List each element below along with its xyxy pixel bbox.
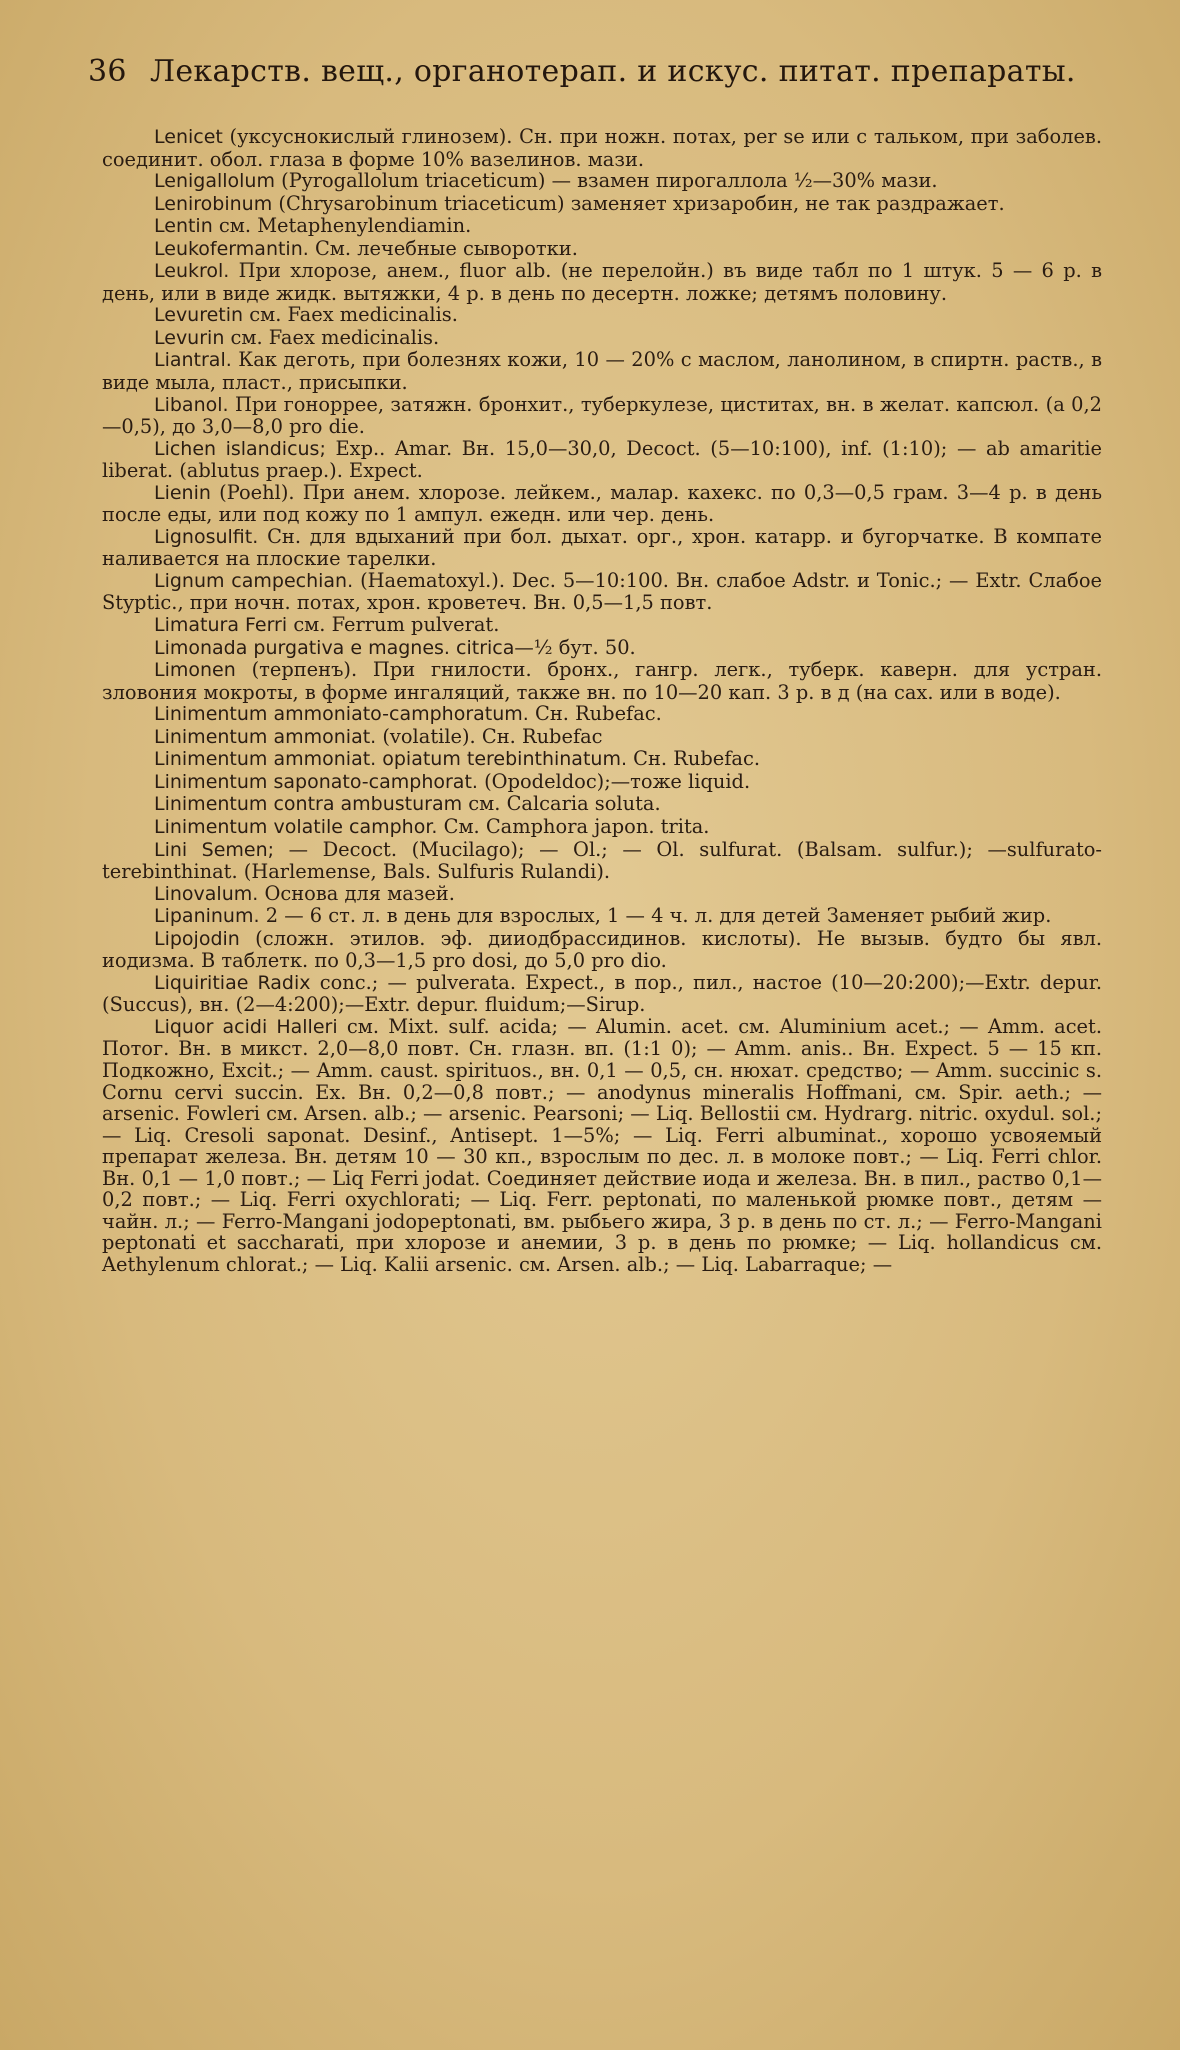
entry (102, 349, 1102, 393)
entry-text: 2 — 6 ст. л. в день для взрослых, 1 — 4 ч. л. для детей Заменяет рыбий жир. (259, 904, 1052, 928)
entry-text: см. Calcaria soluta. (462, 792, 661, 816)
entry-text: —½ бут. 50. (514, 635, 636, 659)
entry (102, 972, 1102, 1016)
entry-text: Сн. Rubefac. (528, 702, 662, 726)
entry (102, 793, 1102, 816)
entry-term: Lignum campechian. (154, 569, 354, 592)
entry (102, 637, 1102, 660)
entry-text: (Poehl). При анем. хлорозе. лейкем., малар. кахекс. по 0,3—0,5 грам. 3—4 р. в день после еды, или под кожу по 1 ампул. ежедн. или чер. день. (102, 480, 1102, 527)
entry-text: Как деготь, при болезнях кожи, 10 — 20% с маслом, ланолином, в спиртн. раств., в виде мыла, пласт., присыпки. (102, 348, 1102, 395)
entry (102, 771, 1102, 794)
entry (102, 126, 1102, 170)
entry-term: Lipaninum. (154, 905, 260, 928)
entry-list (102, 126, 1102, 1275)
entry-text: Основа для мазей. (258, 881, 455, 905)
entry-text: См. лечебные сыворотки. (308, 236, 578, 260)
entry-text: См. Camphora japon. trita. (437, 814, 710, 838)
entry-term: Lignosulfit. (154, 525, 259, 548)
entry-text: Сн. Rubefac. (627, 747, 760, 771)
entry-term: Lipojodin (154, 927, 240, 950)
entry-term: Levuretin (154, 304, 244, 327)
entry-term: Leukofermantin. (154, 237, 309, 260)
entry-term: Levurin (154, 326, 225, 349)
entry-text: (Opodeldoc);—тоже liquid. (477, 769, 751, 793)
entry-term: Limatura Ferri (154, 614, 288, 637)
entry (102, 748, 1102, 771)
entry-term: Liantral. (154, 349, 232, 372)
entry-term: Libanol. (154, 393, 229, 416)
page-number: 36 (88, 54, 127, 89)
entry-text: см. Mixt. sulf. acida; — Alumin. acet. см. Aluminium acet.; — Amm. acet. Потог. Вн. в микст. 2,0—8,0 повт. Сн. глазн. вп. (1:1 0); — Amm. anis.. Вн. Expect. 5 — 15 кп. Подкожно, Excit.; — Amm. caust. spirituos., вн. 0,1 — 0,5, сн. нюхат. средство; — Amm. succinic s. Cornu cervi succin. Ex. Вн. 0,2—0,8 повт.; — anodynus mineralis Hoffmani, см. Spir. aeth.; — arsenic. Fowleri см. Arsen. alb.; — arsenic. Pearsoni; — Liq. Bellostii см. Hydrarg. nitric. oxydul. sol.; — Liq. Cresoli saponat. Desinf., Antisept. 1—5%; — Liq. Ferri albuminat., хорошо усвояемый препарат железа. Вн. детям 10 — 30 кп., взрослым по дес. л. в молоке повт.; — Liq. Ferri chlor. Вн. 0,1 — 1,0 повт.; — Liq Ferri jodat. Соединяет действие иода и железа. Вн. в пил., раство 0,1—0,2 повт.; — Liq. Ferri oxychlorati; — Liq. Ferr. peptonati, по маленькой рюмке повт., детям — чайн. л.; — Ferro-Mangani jodopeptonati, вм. рыбьего жира, 3 р. в день по ст. л.; — Ferro-Mangani peptonati et saccharati, при хлорозе и анемии, 3 р. в день по рюмке; — Liq. hollandicus см. Aethylenum chlorat.; — Liq. Kalii arsenic. см. Arsen. alb.; — Liq. Labarraque; — (102, 1014, 1102, 1276)
entry-text: (Chrysarobinum triaceticum) заменяет хризаробин, не так раздражает. (272, 191, 1005, 215)
entry-text: (терпенъ). При гнилости. бронх., гангр. легк., туберк. каверн. для устран. зловония мокроты, в форме ингаляций, также вн. по 10—20 кап. 3 р. в д (на сах. или в воде). (102, 658, 1102, 704)
entry (102, 394, 1102, 438)
entry-term: Leukrol. (154, 260, 230, 283)
entry (102, 327, 1102, 350)
entry-text: (Haematoxyl.). Dec. 5—10:100. Вн. слабое Adstr. и Tonic.; — Extr. Слабое Styptic., при ночн. потах, хрон. кроветеч. Вн. 0,5—1,5 повт. (102, 568, 1102, 615)
entry-term: Liquor acidi Halleri (154, 1015, 338, 1038)
entry (102, 438, 1102, 482)
entry (102, 816, 1102, 839)
entry-term: Linovalum. (154, 882, 259, 905)
running-title: Лекарств. вещ., органотерап. и искус. питат. препараты. (150, 54, 1076, 89)
entry-term: Limonada purgativa e magnes. citrica (154, 636, 515, 659)
entry-term: Lienin (154, 481, 211, 504)
entry (102, 304, 1102, 327)
entry-term: Liquiritiae Radix (154, 971, 311, 994)
entry (102, 1016, 1102, 1276)
entry-text: (volatile). Сн. Rubefac (376, 724, 603, 748)
entry-term: Lenirobinum (154, 192, 273, 215)
entry-term: Lini Semen; (154, 838, 275, 861)
entry-text: см. Faex medicinalis. (224, 325, 440, 349)
entry-text: — Decoct. (Mucilago); — Ol.; — Ol. sulfurat. (Balsam. sulfur.); —sulfurato-terebinthinat. (Harlemense, Bals. Sulfuris Rulandi). (102, 837, 1102, 884)
entry (102, 193, 1102, 216)
entry (102, 883, 1102, 906)
entry-term: Limonen (154, 659, 236, 682)
entry-text: conc.; — pulverata. Expect., в пор., пил., настое (10—20:200);—Extr. depur. (Succus), вн. (2—4:200);—Extr. depur. fluidum;—Sirup. (102, 970, 1102, 1017)
entry (102, 614, 1102, 637)
entry (102, 260, 1102, 304)
entry (102, 839, 1102, 883)
entry (102, 659, 1102, 703)
entry-text: см. Faex medicinalis. (243, 303, 458, 327)
entry-text: При хлорозе, анем., fluor alb. (не перелойн.) въ виде табл по 1 штук. 5 — 6 р. в день, или в виде жидк. вытяжки, 4 р. в день по десертн. ложке; детямъ половину. (102, 259, 1102, 305)
entry (102, 215, 1102, 238)
entry-text: см. Ferrum pulverat. (287, 613, 500, 637)
entry-text: см. Metaphenylendiamin. (212, 214, 472, 238)
entry (102, 726, 1102, 749)
entry-text: Exp.. Amar. Вн. 15,0—30,0, Decoct. (5—10:100), inf. (1:10); — ab amaritie liberat. (ablutus praep.). Expect. (102, 436, 1102, 483)
entry (102, 526, 1102, 570)
entry (102, 703, 1102, 726)
entry-text: (сложн. этилов. эф. дииодбрассидинов. кислоты). Не вызыв. будто бы явл. иодизма. В таблетк. по 0,3—1,5 pro dosi, до 5,0 pro dio. (102, 926, 1102, 973)
entry-text: Сн. для вдыханий при бол. дыхат. орг., хрон. катарр. и бугорчатке. В компате наливается на плоские тарелки. (102, 524, 1102, 571)
entry-term: Linimentum saponato-camphorat. (154, 770, 478, 793)
entry-text: (уксуснокислый глинозем). Сн. при ножн. потах, per se или с тальком, при заболев. соединит. обол. глаза в форме 10% вазелинов. мази. (102, 125, 1102, 171)
page-header (88, 54, 1128, 94)
entry-term: Linimentum volatile camphor. (154, 815, 438, 838)
entry-text: (Pyrogallolum triaceticum) — взамен пирогаллола ½—30% мази. (274, 169, 938, 193)
entry (102, 170, 1102, 193)
entry-term: Linimentum ammoniat. opiatum terebinthinatum. (154, 748, 627, 771)
entry-term: Lichen islandicus; (154, 437, 326, 460)
entry-term: Lentin (154, 215, 213, 238)
entry (102, 482, 1102, 526)
entry-term: Lenigallolum (154, 170, 275, 193)
entry (102, 905, 1102, 928)
entry (102, 570, 1102, 614)
entry-term: Lenicet (154, 126, 223, 148)
entry-term: Linimentum contra ambusturam (154, 793, 463, 816)
entry-term: Linimentum ammoniato-camphoratum. (154, 703, 529, 726)
entry-term: Linimentum ammoniat. (154, 725, 377, 748)
entry (102, 238, 1102, 261)
entry (102, 928, 1102, 972)
entry-text: При гоноррее, затяжн. бронхит., туберкулезе, циститах, вн. в желат. капсюл. (а 0,2—0,5), до 3,0—8,0 pro die. (102, 392, 1102, 439)
